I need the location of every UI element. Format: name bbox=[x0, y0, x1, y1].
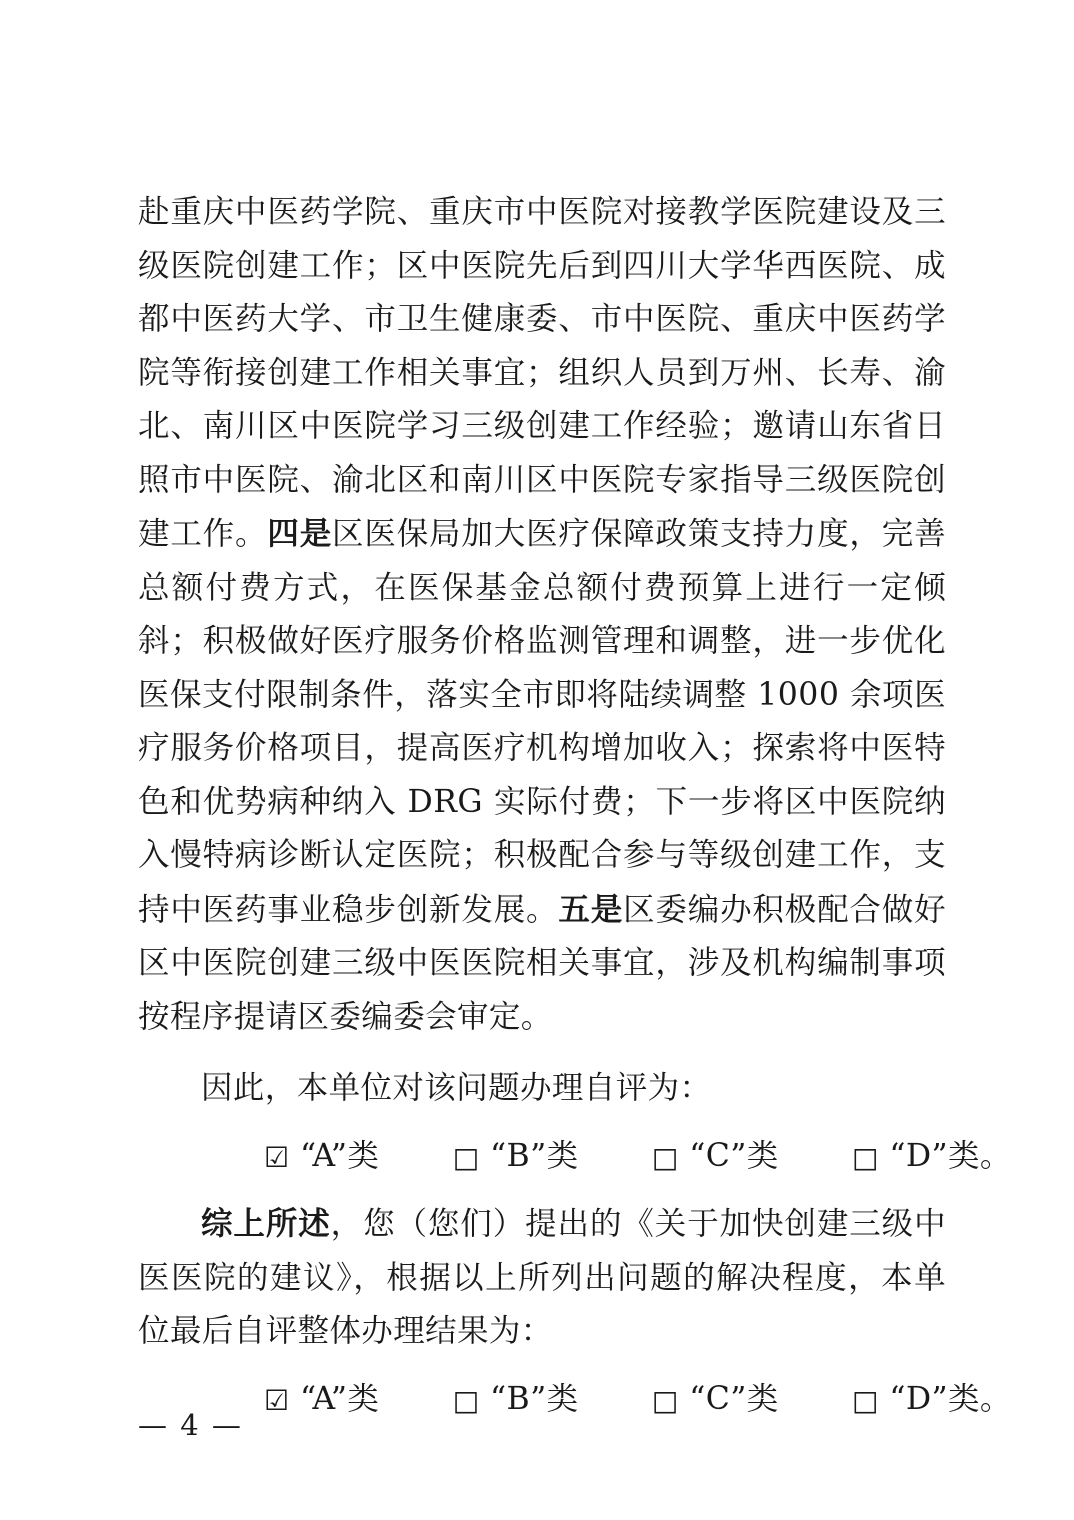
text-run-0: 赴重庆中医药学院、重庆市中医院对接教学医院建设及三级医院创建工作；区中医院先后到四川大学华西医院、成都中医药大学、市卫生健康委、市中医院、重庆中医药学院等衔接创建工作相关事宜；组织人员到万州、长寿、渝北、南川区中医院学习三级创建工作经验；邀请山东省日照市中医院、渝北区和南川区中医院专家指导三级医院创建工作。 bbox=[138, 194, 946, 552]
text-run-4: 余项医疗服务价格项目，提高医疗机构增加收入；探索将中医特色和优势病种纳入 bbox=[138, 676, 946, 820]
empty-checkbox-icon[interactable]: □ bbox=[452, 1383, 480, 1417]
rating-option-label: “D”类。 bbox=[889, 1380, 1012, 1417]
text-run-1: ，您（您们）提出的《关于加快创建三级中医医院的建议》，根据以上所列出问题的解决程度，本单位最后自评整体办理结果为： bbox=[138, 1206, 946, 1349]
rating-option-1[interactable] bbox=[390, 1138, 579, 1174]
rating-option-label: “D”类。 bbox=[889, 1137, 1012, 1174]
checked-checkbox-icon[interactable]: ☑ bbox=[264, 1383, 290, 1417]
paragraph-3 bbox=[138, 1197, 946, 1359]
empty-checkbox-icon[interactable]: □ bbox=[852, 1383, 879, 1417]
text-run-2: 区医保局加大医疗保障政策支持力度，完善总额付费方式，在医保基金总额付费预算上进行一定倾斜；积极做好医疗服务价格监测管理和调整，进一步优化医保支付限制条件，落实全市即将陆续调整 bbox=[138, 516, 947, 713]
rating-option-2[interactable] bbox=[589, 1381, 779, 1417]
text-run-6: 实际付费；下一步将区中医院纳入慢特病诊断认定医院；积极配合参与等级创建工作，支持中医药事业稳步创新发展。 bbox=[138, 783, 946, 928]
rating-option-label: “B”类 bbox=[490, 1137, 579, 1174]
rating-option-3[interactable] bbox=[789, 1381, 1012, 1417]
text-run-3: 1000 bbox=[746, 676, 851, 713]
document-body bbox=[138, 186, 1012, 1426]
rating-row-self-assessment[interactable] bbox=[138, 1130, 1012, 1184]
empty-checkbox-icon[interactable]: □ bbox=[852, 1140, 879, 1174]
paragraph-2 bbox=[138, 1062, 946, 1116]
empty-checkbox-icon[interactable]: □ bbox=[452, 1140, 480, 1174]
rating-option-label: “C”类 bbox=[689, 1137, 779, 1174]
text-run-1: 四是 bbox=[267, 515, 333, 552]
page-number: — 4 — bbox=[138, 1408, 243, 1442]
rating-option-3[interactable] bbox=[789, 1138, 1012, 1174]
text-run-0: 综上所述 bbox=[201, 1205, 331, 1242]
text-run-0: 因此，本单位对该问题办理自评为： bbox=[201, 1070, 712, 1106]
rating-option-label: “B”类 bbox=[490, 1380, 579, 1417]
text-run-8: 区委编办积极配合做好区中医院创建三级中医医院相关事宜，涉及机构编制事项按程序提请区委编委会审定。 bbox=[138, 891, 946, 1035]
paragraph-1 bbox=[138, 186, 946, 1044]
text-run-7: 五是 bbox=[558, 890, 624, 928]
rating-option-label: “A”类 bbox=[299, 1380, 380, 1417]
checked-checkbox-icon[interactable]: ☑ bbox=[264, 1140, 290, 1174]
empty-checkbox-icon[interactable]: □ bbox=[651, 1140, 679, 1174]
text-run-5: DRG bbox=[396, 783, 495, 820]
rating-option-2[interactable] bbox=[589, 1138, 779, 1174]
rating-option-label: “A”类 bbox=[299, 1137, 380, 1174]
rating-option-label: “C”类 bbox=[689, 1380, 779, 1417]
empty-checkbox-icon[interactable]: □ bbox=[651, 1383, 679, 1417]
rating-option-0[interactable] bbox=[201, 1138, 379, 1174]
